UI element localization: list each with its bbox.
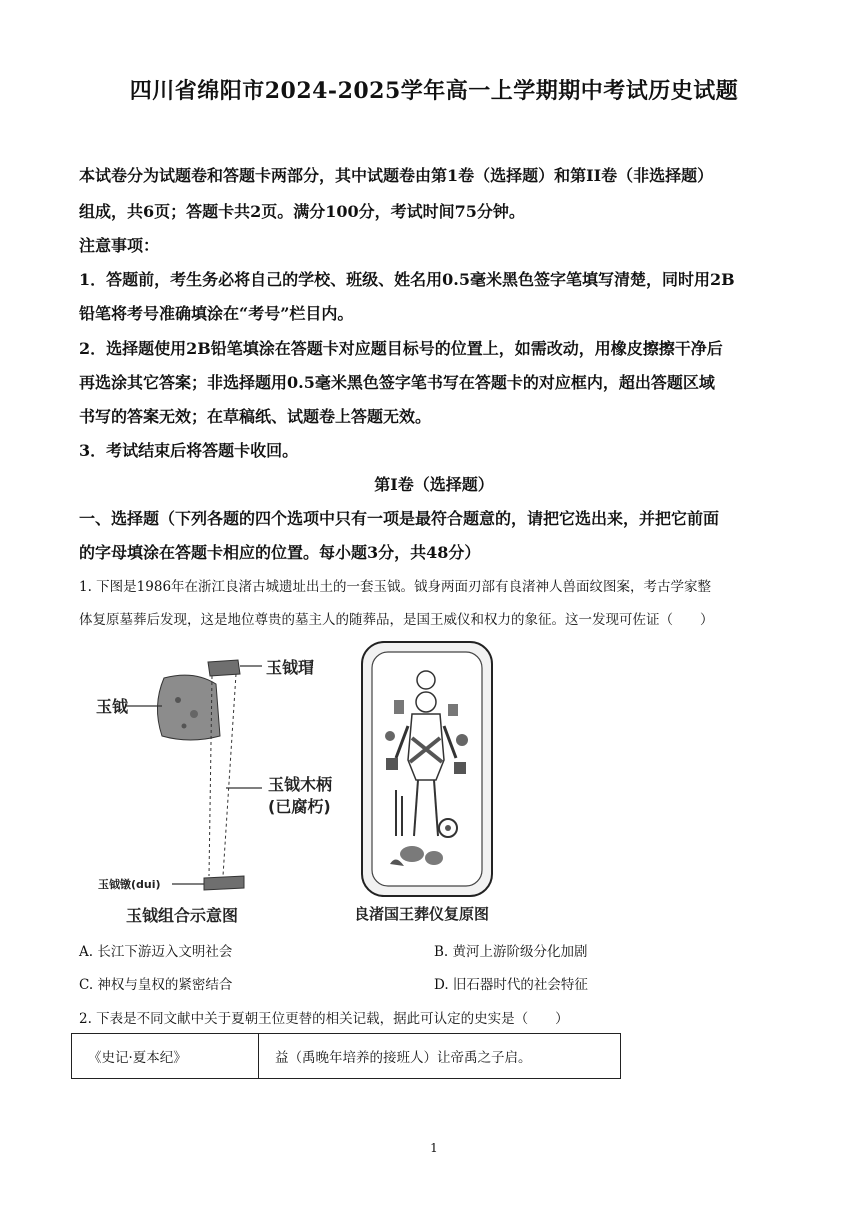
figure-label: 玉钺木柄: [268, 775, 333, 794]
table-row: [72, 1034, 621, 1079]
option-c[interactable]: C. 神权与皇权的紧密结合: [79, 977, 233, 993]
section-heading: 第I卷（选择题）: [374, 475, 494, 494]
notice-item: 1．答题前，考生务必将自己的学校、班级、姓名用0.5毫米黑色签字笔填写清楚，同时用2B: [79, 270, 735, 289]
question-stem: 1. 下图是1986年在浙江良渚古城遗址出土的一套玉钺。钺身两面刃部有良渚神人兽面纹图案，考古学家整: [79, 579, 712, 595]
historical-records-table: [71, 1033, 621, 1079]
part-instruction: 的字母填涂在答题卡相应的位置。每小题3分，共48分）: [79, 543, 481, 562]
notice-item: 3．考试结束后将答题卡收回。: [79, 441, 299, 460]
intro-text: 本试卷分为试题卷和答题卡两部分，其中试题卷由第1卷（选择题）和第II卷（非选择题）: [79, 166, 714, 185]
notice-item: 铅笔将考号准确填涂在“考号”栏目内。: [79, 304, 354, 323]
page-number: 1: [430, 1141, 438, 1155]
table-cell-content: 益（禹晚年培养的接班人）让帝禹之子启。: [259, 1034, 621, 1079]
notice-heading: 注意事项：: [79, 236, 160, 255]
part-instruction: 一、选择题（下列各题的四个选项中只有一项是最符合题意的，请把它选出来，并把它前面: [79, 509, 720, 528]
figure-label: 玉钺镦(dui): [98, 878, 161, 891]
notice-item: 2．选择题使用2B铅笔填涂在答题卡对应题目标号的位置上，如需改动，用橡皮擦擦干净后: [79, 339, 723, 358]
notice-item: 书写的答案无效；在草稿纸、试题卷上答题无效。: [79, 407, 432, 426]
table-cell-source: 《史记·夏本纪》: [72, 1034, 259, 1079]
question-stem: 体复原墓葬后发现，这是地位尊贵的墓主人的随葬品，是国王威仪和权力的象征。这一发现可佐证（ ）: [79, 612, 714, 628]
figure-caption: 良渚国王葬仪复原图: [354, 905, 490, 923]
burial-reconstruction-illustration: [356, 640, 500, 902]
option-d[interactable]: D. 旧石器时代的社会特征: [434, 977, 588, 993]
figure-label: 玉钺瑁: [266, 658, 315, 677]
figure-label: 玉钺: [96, 697, 129, 716]
question-stem: 2. 下表是不同文献中关于夏朝王位更替的相关记载，据此可认定的史实是（ ）: [79, 1011, 569, 1027]
option-a[interactable]: A. 长江下游迈入文明社会: [79, 944, 233, 960]
intro-text: 组成，共6页；答题卡共2页。满分100分，考试时间75分钟。: [79, 202, 525, 221]
figure-caption: 玉钺组合示意图: [126, 906, 239, 925]
jade-axe-dui-icon: [204, 876, 244, 890]
jade-axe-blade-icon: [157, 675, 220, 740]
notice-item: 再选涂其它答案；非选择题用0.5毫米黑色签字笔书写在答题卡的对应框内，超出答题区域: [79, 373, 715, 392]
page-title: 四川省绵阳市2024-2025学年高一上学期期中考试历史试题: [129, 78, 739, 104]
option-b[interactable]: B. 黄河上游阶级分化加剧: [434, 944, 588, 960]
jade-axe-mao-icon: [208, 660, 240, 676]
figure-label: (已腐朽): [268, 797, 331, 816]
